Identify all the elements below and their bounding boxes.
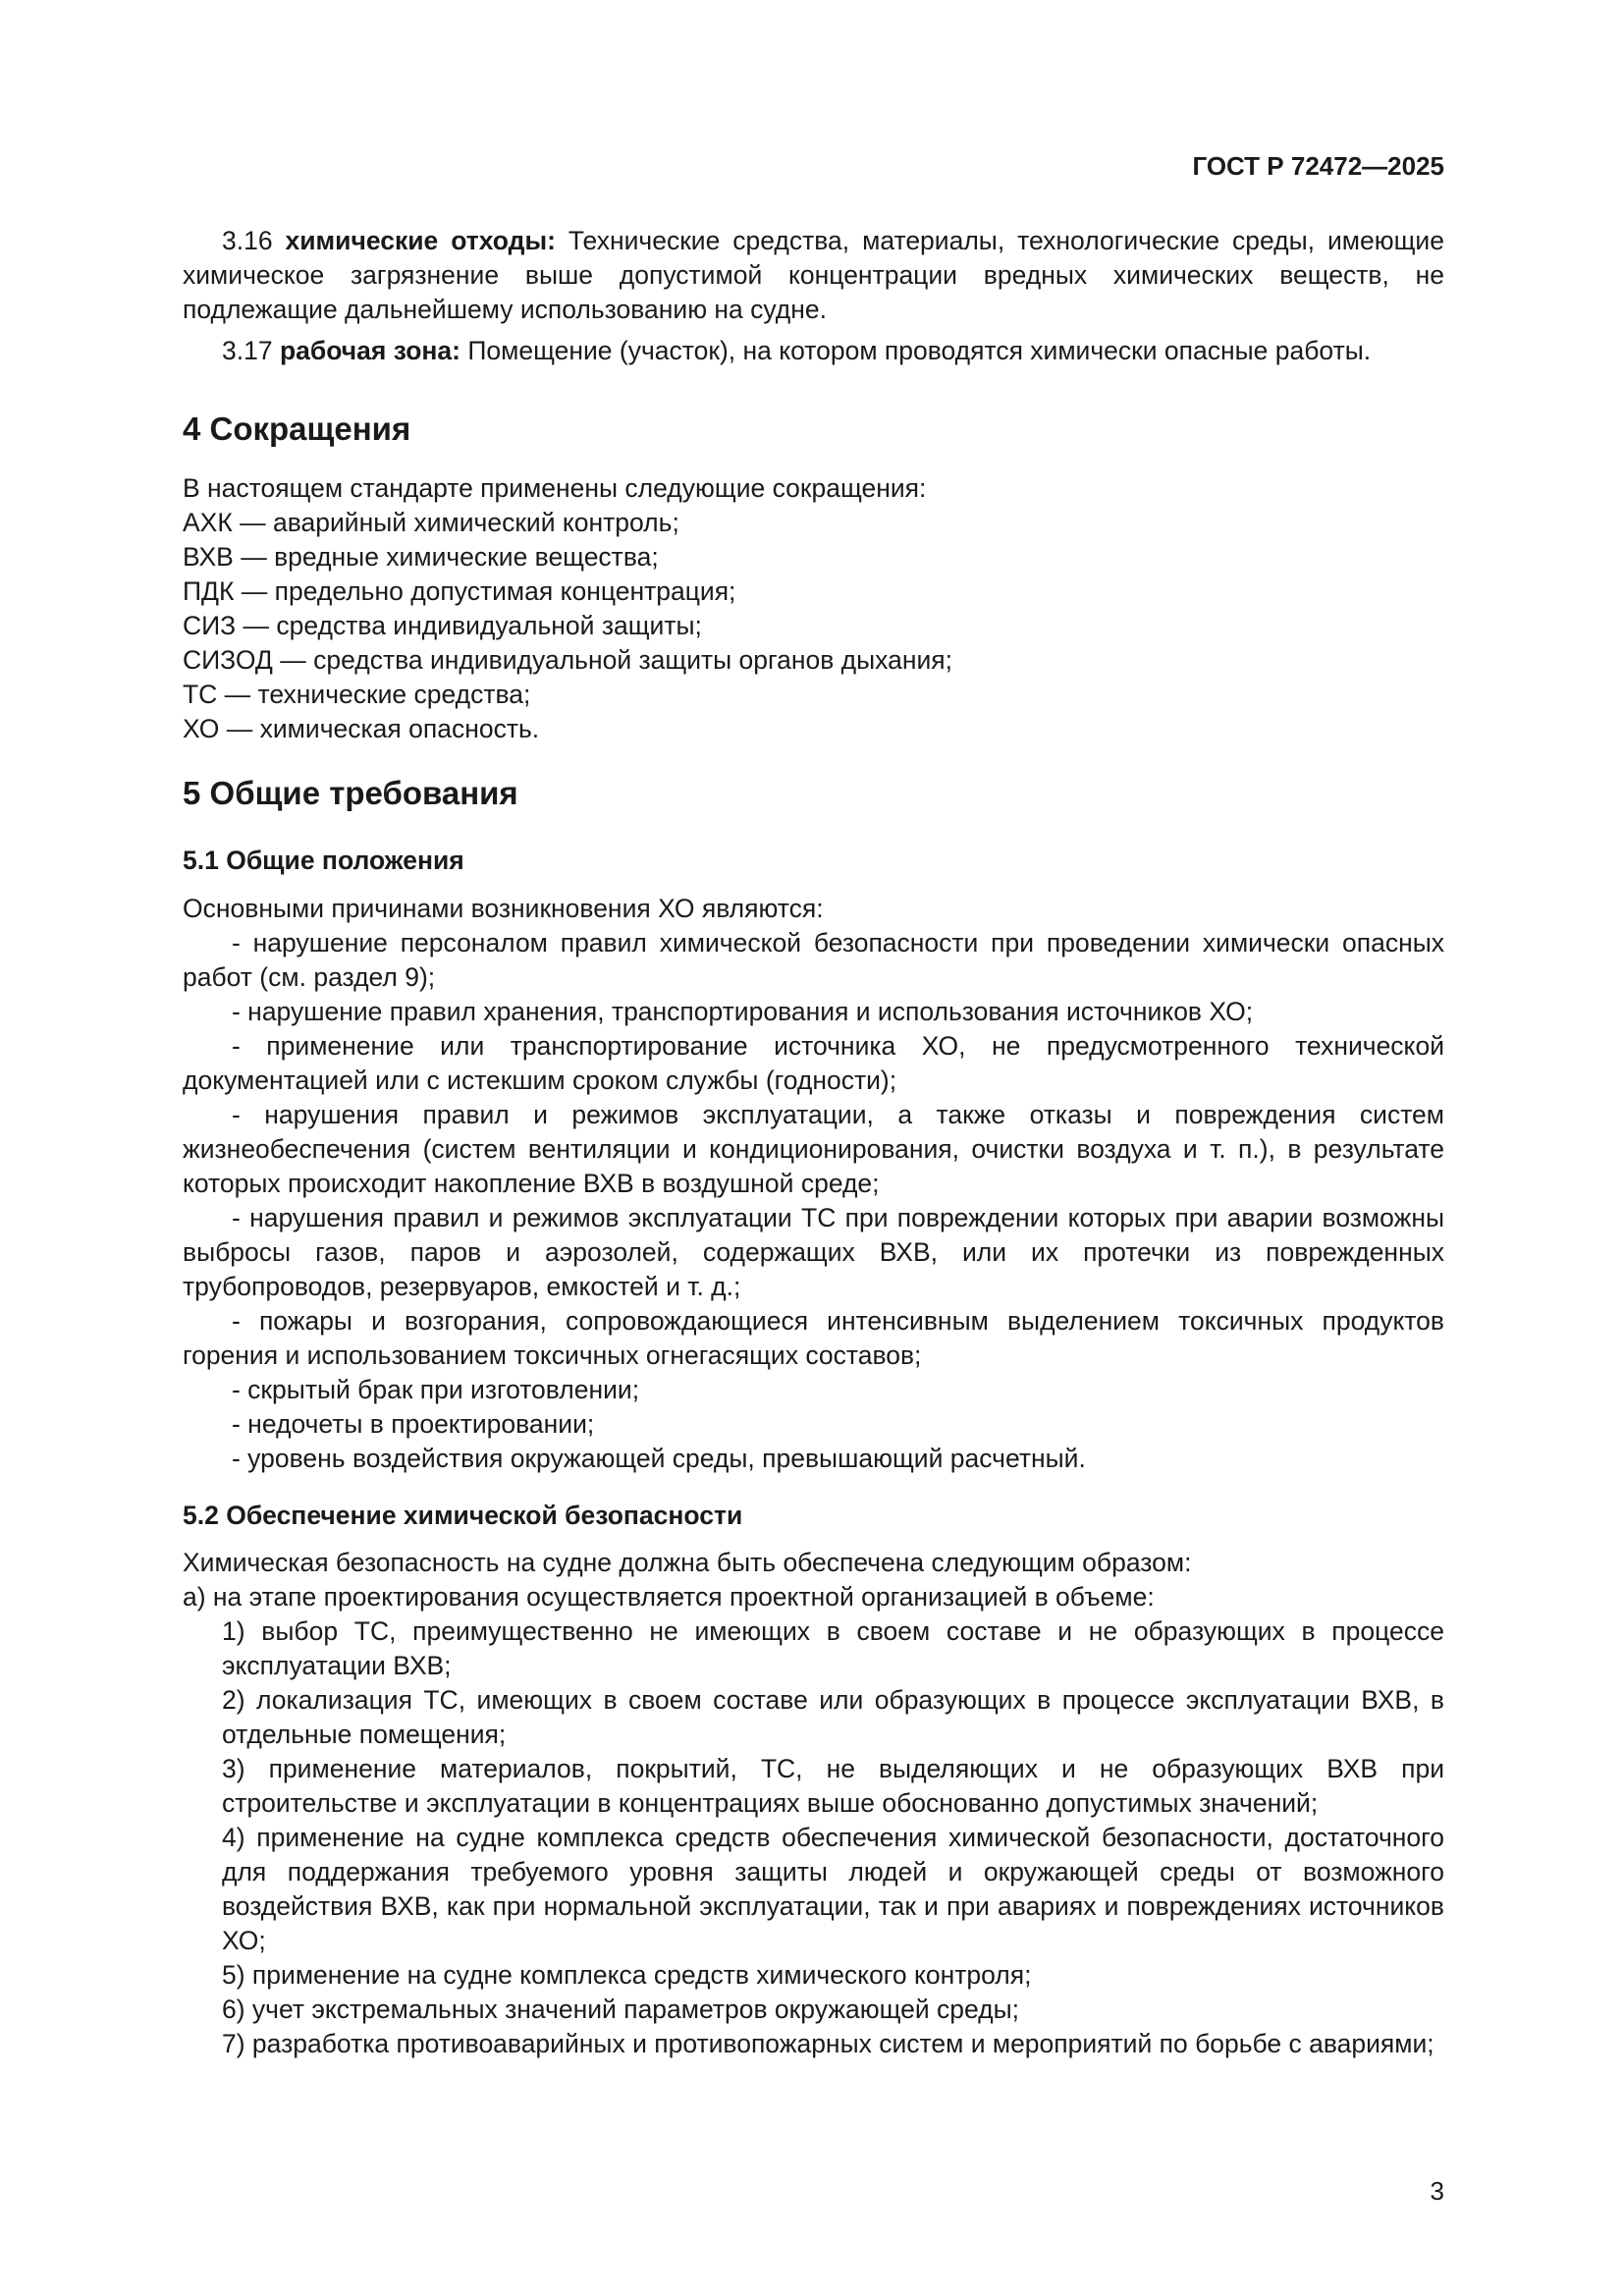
document-id: ГОСТ Р 72472—2025: [1192, 151, 1444, 181]
term-definition: Технические средства, материалы, технологические среды, имеющие химическое загрязнение выше допустимой концентрации вредных химических веществ, не подлежащие дальнейшему использованию на судне.: [183, 226, 1444, 324]
causes-intro: Основными причинами возникновения ХО являются:: [183, 894, 824, 923]
term-name: химические отходы:: [285, 226, 556, 255]
term-name: рабочая зона:: [279, 336, 460, 365]
design-measure-item: 6) учет экстремальных значений параметров окружающей среды;: [222, 1995, 1020, 2024]
safety-item-a: а) на этапе проектирования осуществляется проектной организацией в объеме:: [183, 1582, 1155, 1612]
abbreviation-item: ТС — технические средства;: [183, 680, 531, 709]
abbreviation-item: АХК — аварийный химический контроль;: [183, 508, 679, 537]
cause-item: - нарушения правил и режимов эксплуатации ТС при повреждении которых при аварии возможны выбросы газов, паров и аэрозолей, содержащих ВХВ, или их протечки из поврежденных трубопроводов, резервуаров, емкостей и т. д.;: [183, 1203, 1444, 1301]
design-measure-item: 3) применение материалов, покрытий, ТС, не выделяющих и не образующих ВХВ при строительстве и эксплуатации в концентрациях выше обоснованно допустимых значений;: [222, 1754, 1444, 1818]
cause-item: - скрытый брак при изготовлении;: [232, 1375, 640, 1404]
design-measure-item: 4) применение на судне комплекса средств обеспечения химической безопасности, достаточного для поддержания требуемого уровня защиты людей и окружающей среды от возможного воздействия ВХВ, как при нормальной эксплуатации, так и при авариях и повреждениях источников ХО;: [222, 1823, 1444, 1955]
abbreviation-item: СИЗОД — средства индивидуальной защиты органов дыхания;: [183, 645, 953, 675]
section-5-heading: 5 Общие требования: [183, 775, 518, 811]
abbreviations-list: [183, 471, 1066, 746]
cause-item: - уровень воздействия окружающей среды, превышающий расчетный.: [232, 1444, 1086, 1473]
safety-intro: Химическая безопасность на судне должна быть обеспечена следующим образом:: [183, 1548, 1192, 1577]
term-number: 3.16: [222, 226, 273, 255]
abbreviations-intro: В настоящем стандарте применены следующие сокращения:: [183, 473, 927, 503]
design-measure-item: 5) применение на судне комплекса средств химического контроля;: [222, 1960, 1032, 1990]
cause-item: - нарушение правил хранения, транспортирования и использования источников ХО;: [232, 997, 1254, 1026]
page-number: 3: [1430, 2176, 1444, 2206]
cause-item: - недочеты в проектировании;: [232, 1409, 595, 1439]
section-5-1-heading: 5.1 Общие положения: [183, 846, 464, 875]
abbreviation-item: ВХВ — вредные химические вещества;: [183, 542, 659, 572]
section-4-heading: 4 Сокращения: [183, 410, 411, 447]
cause-item: - нарушение персоналом правил химической безопасности при проведении химически опасных работ (см. раздел 9);: [183, 928, 1444, 992]
design-measure-item: 2) локализация ТС, имеющих в своем составе или образующих в процессе эксплуатации ВХВ, в отдельные помещения;: [222, 1685, 1444, 1749]
term-3-17: [183, 334, 1444, 368]
cause-item: - пожары и возгорания, сопровождающиеся интенсивным выделением токсичных продуктов горения и использованием токсичных огнегасящих составов;: [183, 1306, 1444, 1370]
design-measure-item: 7) разработка противоаварийных и противопожарных систем и мероприятий по борьбе с авариями;: [222, 2029, 1434, 2058]
section-5-2-heading: 5.2 Обеспечение химической безопасности: [183, 1501, 743, 1530]
design-measure-item: 1) выбор ТС, преимущественно не имеющих в своем составе и не образующих в процессе эксплуатации ВХВ;: [222, 1616, 1444, 1680]
term-3-16: [183, 224, 1444, 327]
abbreviation-item: СИЗ — средства индивидуальной защиты;: [183, 611, 702, 640]
term-number: 3.17: [222, 336, 273, 365]
abbreviation-item: ХО — химическая опасность.: [183, 714, 540, 743]
term-definition: Помещение (участок), на котором проводятся химически опасные работы.: [467, 336, 1372, 365]
cause-item: - применение или транспортирование источника ХО, не предусмотренного технической документацией или с истекшим сроком службы (годности);: [183, 1031, 1444, 1095]
abbreviation-item: ПДК — предельно допустимая концентрация;: [183, 576, 736, 606]
cause-item: - нарушения правил и режимов эксплуатации, а также отказы и повреждения систем жизнеобеспечения (систем вентиляции и кондиционирования, очистки воздуха и т. п.), в результате которых происходит накопление ВХВ в воздушной среде;: [183, 1100, 1444, 1198]
